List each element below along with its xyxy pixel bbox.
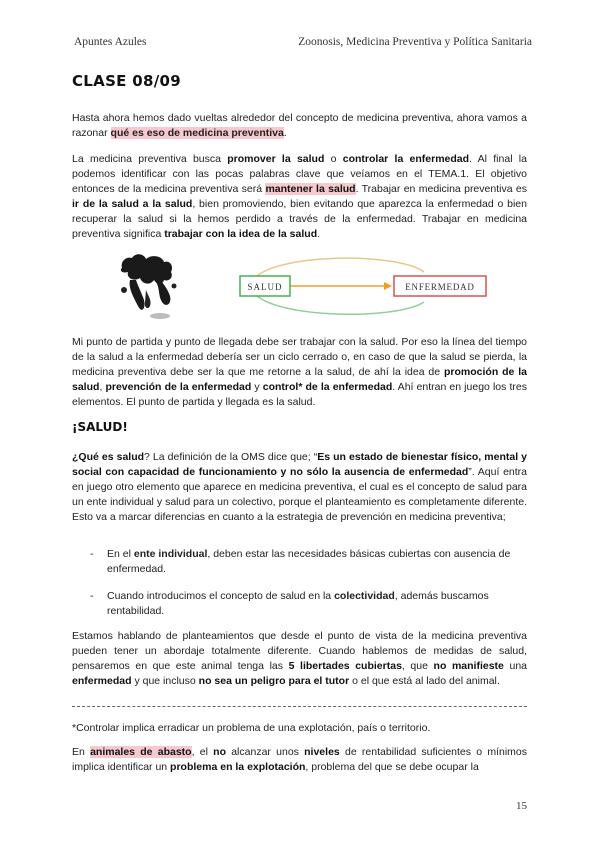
header-left: Apuntes Azules [74, 36, 147, 48]
list-item: - En el ente individual, deben estar las necesidades básicas cubiertas con ausencia de enfermedad. [90, 548, 511, 575]
highlight-question: qué es eso de medicina preventiva [110, 127, 284, 139]
paragraph-oms: ¿Qué es salud? La definición de la OMS dice que; “Es un estado de bienestar físico, mental y social con capacidad de funcionamiento y no sólo la ausencia de enfermedad”. Aquí entra en juego otro elemento que aparece en medicina preventiva, el cual es el concepto de salud para un ente individual y salud para un colectivo, porque el planteamiento es completamente diferente. Esto va a marcar diferencias en cuanto a la estrategia de prevención en medicina preventiva; [72, 451, 528, 523]
enfermedad-label: ENFERMEDAD [405, 282, 475, 292]
paragraph-cycle: Mi punto de partida y punto de llegada debe ser trabajar con la salud. Por eso la línea del tiempo de la salud a la enfermedad debería ser un ciclo cerrado o, en caso de que la salud se pierda, la medicina preventiva debe ser la que me retorne a la salud, de ahí la idea de promoción de la salud, prevención de la enfermedad y control* de la enfermedad. Ahí entran en juego los tres elementos. El punto de partida y llegada es la salud. [72, 336, 527, 408]
paragraph-abasto: En animales de abasto, el no alcanzar unos niveles de rentabilidad suficientes o mínimos implica identificar un problema en la explotación, problema del que se debe ocupar la [72, 746, 527, 773]
health-cycle-diagram [224, 250, 492, 322]
page-title: CLASE 08/09 [72, 72, 181, 90]
footnote-divider [72, 706, 527, 707]
salud-label: SALUD [247, 282, 283, 292]
header-right: Zoonosis, Medicina Preventiva y Política Sanitaria [298, 36, 532, 48]
health-cycle-figure [116, 250, 496, 322]
page-number: 15 [516, 800, 527, 812]
section-heading-salud: ¡SALUD! [72, 420, 128, 434]
paragraph-intro: Hasta ahora hemos dado vueltas alrededor del concepto de medicina preventiva, ahora vamos a razonar qué es eso de medicina preventiva. [72, 112, 527, 139]
footnote: *Controlar implica erradicar un problema de una explotación, país o territorio. [72, 722, 431, 734]
ink-blot-image [116, 250, 184, 322]
paragraph-approaches: Estamos hablando de planteamientos que desde el punto de vista de la medicina preventiva pueden tener un abordaje totalmente diferente. Cuando hablemos de medidas de salud, pensaremos en que este animal tenga las 5 libertades cubiertas, que no manifieste una enfermedad y que incluso no sea un peligro para el tutor o el que está al lado del animal. [72, 630, 527, 687]
list-item: - Cuando introducimos el concepto de salud en la colectividad, además buscamos rentabilidad. [90, 590, 489, 617]
paragraph-definition: La medicina preventiva busca promover la salud o controlar la enfermedad. Al final la podemos identificar con las pocas palabras clave que veíamos en el TEMA.1. El objetivo entonces de la medicina preventiva será mantener la salud. Trabajar en medicina preventiva es ir de la salud a la salud, bien promoviendo, bien evitando que aparezca la enfermedad o bien recuperar la salud si la hemos perdido a través de la enfermedad. Trabajar en medicina preventiva significa trabajar con la idea de la salud. [72, 153, 527, 240]
